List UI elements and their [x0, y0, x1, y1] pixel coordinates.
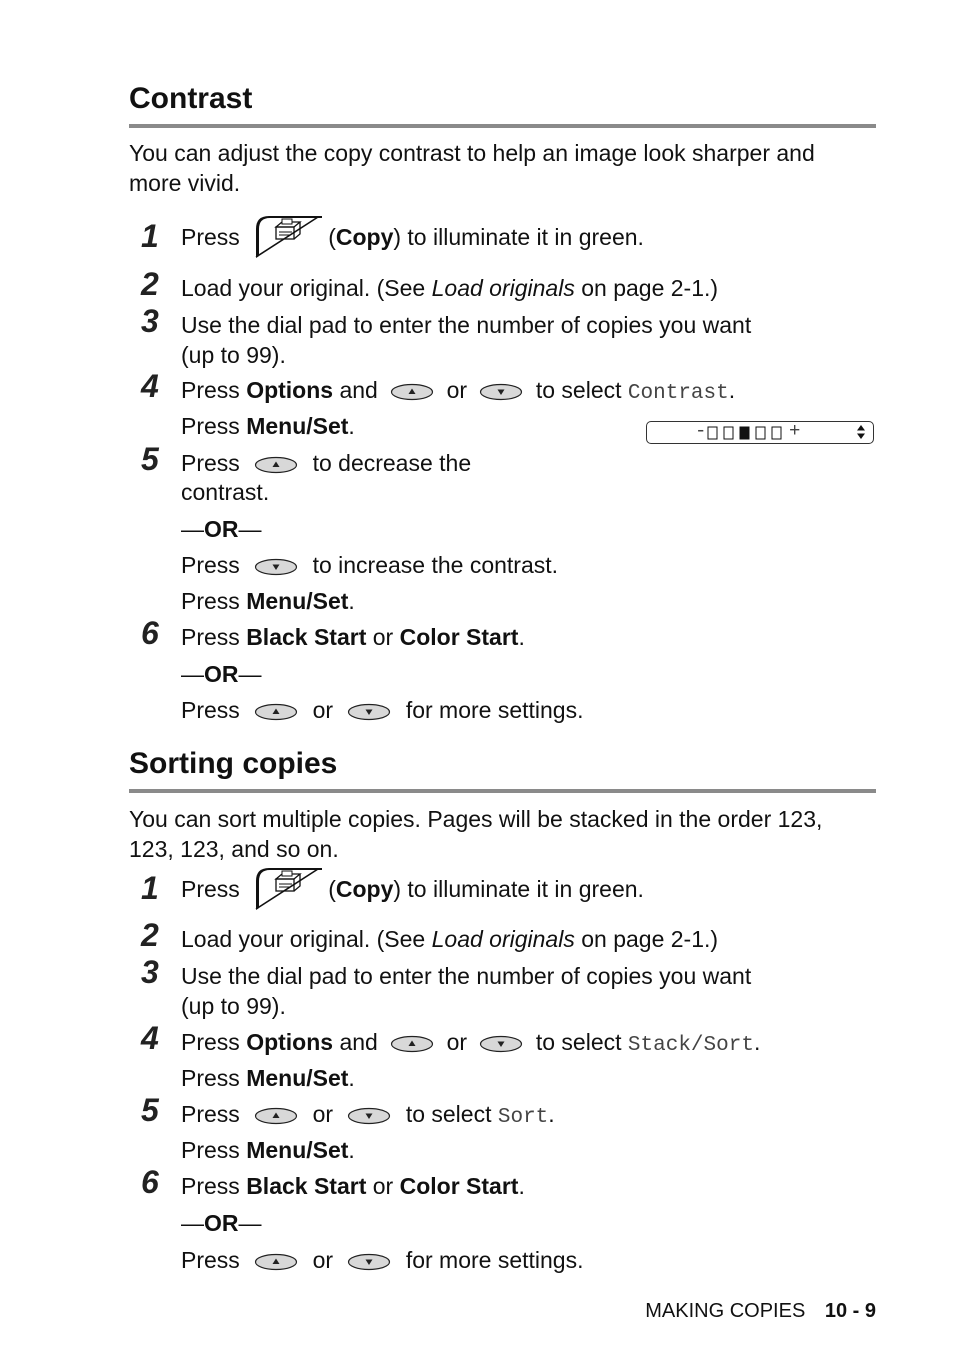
section-title-contrast: Contrast — [129, 82, 253, 115]
step-4-menuset: Press Menu/Set. — [181, 413, 355, 439]
intro-text: You can adjust the copy contrast to help an image look sharper and — [129, 140, 815, 166]
step-number: 5 — [141, 1092, 159, 1128]
step-2-text: Load your original. (See Load originals on page 2-1.) — [181, 275, 719, 301]
down-arrow-button-icon — [479, 383, 523, 401]
scroll-arrows-icon — [856, 424, 866, 440]
step-5-menuset: Press Menu/Set. — [181, 588, 355, 614]
copy-key-label: Copy — [335, 876, 394, 902]
copy-key-icon — [252, 865, 324, 911]
step-6-more: Press or for more settings. — [181, 697, 584, 723]
up-arrow-button-icon — [254, 703, 298, 721]
step-number: 2 — [141, 917, 159, 953]
step-6-more: Press or for more settings. — [181, 1247, 584, 1273]
step-number: 1 — [141, 870, 159, 906]
footer-chapter: MAKING COPIES — [645, 1300, 806, 1322]
footer-page-number: 10 - 9 — [824, 1300, 876, 1322]
copy-key-icon — [252, 213, 324, 259]
step-number: 6 — [141, 1164, 159, 1200]
cross-reference: Load originals — [431, 275, 575, 301]
step-1-text: Press (Copy) to illuminate it in green. — [181, 222, 644, 252]
step-5-text: contrast. — [181, 479, 270, 505]
down-arrow-button-icon — [479, 1035, 523, 1053]
lcd-minus: - — [695, 420, 707, 442]
or-separator: —OR— — [181, 1210, 262, 1236]
step-5-text: Press or to select Sort. — [181, 1101, 555, 1129]
lcd-plus: + — [789, 420, 801, 442]
step-number: 4 — [141, 368, 159, 404]
step-number: 1 — [141, 218, 159, 254]
section-rule — [129, 789, 876, 793]
or-separator: —OR— — [181, 516, 262, 542]
lcd-menu-value: Contrast — [627, 382, 729, 405]
step-number: 6 — [141, 615, 159, 651]
contrast-level-box-active — [740, 427, 749, 439]
step-3-text: Use the dial pad to enter the number of copies you want — [181, 963, 752, 989]
up-arrow-button-icon — [390, 383, 434, 401]
step-number: 3 — [141, 954, 159, 990]
down-arrow-button-icon — [254, 558, 298, 576]
step-6-text: Press Black Start or Color Start. — [181, 624, 525, 650]
lcd-contrast-display — [646, 421, 874, 444]
step-5-increase: Press to increase the contrast. — [181, 552, 559, 578]
up-arrow-button-icon — [390, 1035, 434, 1053]
up-arrow-button-icon — [254, 1253, 298, 1271]
up-arrow-button-icon — [254, 1107, 298, 1125]
step-6-text: Press Black Start or Color Start. — [181, 1173, 525, 1199]
step-4-text: Press Options and or to select Stack/Sort. — [181, 1029, 761, 1057]
down-arrow-button-icon — [347, 1253, 391, 1271]
section-title-sorting: Sorting copies — [129, 747, 338, 780]
step-number: 4 — [141, 1020, 159, 1056]
down-arrow-button-icon — [347, 1107, 391, 1125]
contrast-level-box — [772, 427, 781, 439]
contrast-level-indicator — [706, 426, 792, 440]
copy-key-label: Copy — [335, 224, 394, 250]
step-4-menuset: Press Menu/Set. — [181, 1065, 355, 1091]
contrast-level-box — [724, 427, 733, 439]
step-3-text: (up to 99). — [181, 993, 286, 1019]
intro-text: You can sort multiple copies. Pages will be stacked in the order 123, — [129, 806, 823, 832]
intro-text: 123, 123, and so on. — [129, 836, 339, 862]
step-1-text: Press (Copy) to illuminate it in green. — [181, 874, 644, 904]
step-5-menuset: Press Menu/Set. — [181, 1137, 355, 1163]
or-separator: —OR— — [181, 661, 262, 687]
step-5-text: Press to decrease the — [181, 450, 472, 476]
contrast-level-box — [756, 427, 765, 439]
step-number: 2 — [141, 266, 159, 302]
down-arrow-button-icon — [347, 703, 391, 721]
step-number: 5 — [141, 441, 159, 477]
step-3-text: Use the dial pad to enter the number of copies you want — [181, 312, 752, 338]
cross-reference: Load originals — [431, 926, 575, 952]
page-footer — [645, 1300, 876, 1323]
section-rule — [129, 124, 876, 128]
step-4-text: Press Options and or to select Contrast. — [181, 377, 736, 405]
contrast-level-box — [708, 427, 717, 439]
lcd-menu-value: Sort — [497, 1106, 549, 1129]
intro-text: more vivid. — [129, 170, 241, 196]
step-2-text: Load your original. (See Load originals on page 2-1.) — [181, 926, 719, 952]
lcd-menu-value: Stack/Sort — [627, 1034, 754, 1057]
step-number: 3 — [141, 303, 159, 339]
step-3-text: (up to 99). — [181, 342, 286, 368]
up-arrow-button-icon — [254, 456, 298, 474]
